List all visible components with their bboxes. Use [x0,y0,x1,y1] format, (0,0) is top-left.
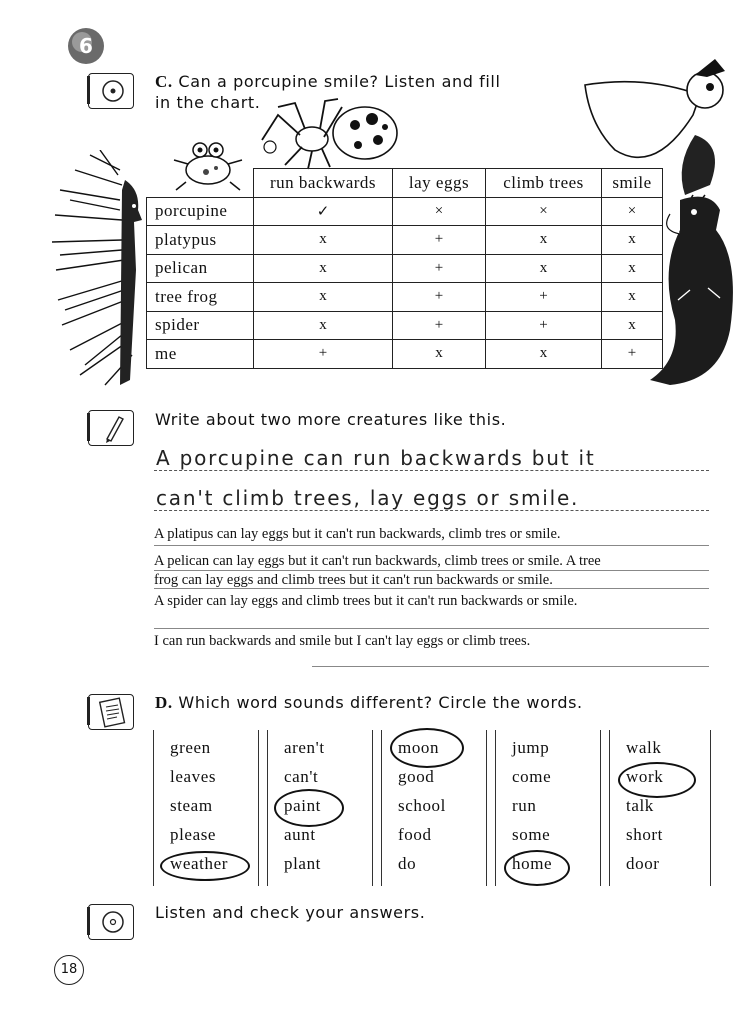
word-item[interactable]: come [512,767,552,786]
section-c-instruction-2: in the chart. [155,93,261,112]
chart-corner [147,169,254,198]
answer-circle [390,728,464,768]
word-item[interactable]: door [626,854,660,873]
chart-row-label: platypus [147,226,254,255]
answer-circle [504,850,570,886]
example-line-1: A porcupine can run backwards but it [156,446,596,470]
word-item[interactable]: leaves [170,767,217,786]
page-number: 18 [60,962,78,977]
chart-cell[interactable]: + [254,340,393,369]
word-item[interactable]: talk [626,796,654,815]
listen-check-text: Listen and check your answers. [155,903,426,922]
platypus-illustration-icon [650,190,750,390]
word-item-circled[interactable]: paint [284,796,321,815]
chart-col-header: smile [602,169,663,198]
chart-cell[interactable]: + [393,226,486,255]
chart-cell[interactable]: x [602,254,663,283]
example-line-2: can't climb trees, lay eggs or smile. [156,486,580,510]
word-item[interactable]: green [170,738,211,757]
chart-cell[interactable]: x [602,283,663,312]
unit-badge [66,26,106,66]
chart-cell[interactable]: x [602,226,663,255]
chart-row-label: spider [147,311,254,340]
chart-row-label: tree frog [147,283,254,312]
writing-line [154,510,709,511]
chart-cell[interactable]: + [393,311,486,340]
word-item[interactable]: can't [284,767,319,786]
chart-cell[interactable]: x [602,311,663,340]
writing-line [154,545,709,546]
chart-row [147,283,663,312]
chart-cell[interactable]: x [254,311,393,340]
word-item[interactable]: jump [512,738,550,757]
chart-row [147,340,663,369]
writing-line [154,470,709,471]
write-instruction: Write about two more creatures like this. [155,410,507,429]
chart-cell[interactable]: + [486,311,602,340]
word-item[interactable]: steam [170,796,213,815]
word-item[interactable]: short [626,825,663,844]
word-item-circled[interactable]: moon [398,738,440,757]
chart-cell[interactable]: + [486,283,602,312]
chart-col-header: lay eggs [393,169,486,198]
chart-row [147,311,663,340]
unit-number: 6 [79,34,93,58]
chart-cell[interactable]: x [254,254,393,283]
chart-cell[interactable]: x [486,254,602,283]
answer-circle [274,789,344,827]
cd-audio-icon [88,73,134,109]
word-item-circled[interactable]: home [512,854,553,873]
chart-header-row [147,169,663,198]
chart-cell[interactable]: + [602,340,663,369]
word-item[interactable]: food [398,825,432,844]
abilities-chart [146,168,663,369]
chart-row-label: porcupine [147,197,254,226]
chart-row-label: me [147,340,254,369]
porcupine-illustration-icon [50,150,150,390]
chart-cell[interactable]: x [254,283,393,312]
chart-cell[interactable]: x [254,226,393,255]
chart-cell[interactable]: × [486,197,602,226]
section-c-letter: C. [155,72,173,91]
word-item[interactable]: run [512,796,537,815]
answer-line-4[interactable]: A spider can lay eggs and climb trees but it can't run backwards or smile. [154,593,578,609]
chart-cell[interactable]: × [393,197,486,226]
word-item[interactable]: some [512,825,551,844]
word-item[interactable]: please [170,825,217,844]
chart-cell[interactable]: + [393,283,486,312]
answer-line-5[interactable]: I can run backwards and smile but I can't lay eggs or climb trees. [154,633,531,649]
chart-cell[interactable]: ✓ [254,197,393,226]
word-item[interactable]: aunt [284,825,316,844]
pencil-write-icon [88,410,134,446]
notebook-icon [88,694,134,730]
answer-line-2[interactable]: A pelican can lay eggs but it can't run backwards, climb trees or smile. A tree [154,553,601,569]
chart-cell[interactable]: × [602,197,663,226]
chart-col-header: climb trees [486,169,602,198]
answer-circle [618,762,696,798]
section-d-letter: D. [155,693,173,712]
word-item[interactable]: aren't [284,738,325,757]
chart-cell[interactable]: x [486,226,602,255]
answer-line-3[interactable]: frog can lay eggs and climb trees but it can't run backwards or smile. [154,572,553,588]
writing-line [154,628,709,629]
word-item-circled[interactable]: weather [170,854,228,873]
chart-cell[interactable]: x [486,340,602,369]
chart-row [147,254,663,283]
chart-row-label: pelican [147,254,254,283]
chart-row [147,197,663,226]
spider-illustration-icon [250,95,410,170]
answer-line-1[interactable]: A platipus can lay eggs but it can't run backwards, climb tres or smile. [154,526,561,542]
word-item[interactable]: do [398,854,417,873]
writing-line [312,666,709,667]
writing-line [154,588,709,589]
word-item[interactable]: walk [626,738,662,757]
unit-badge-icon [66,26,106,66]
word-item[interactable]: school [398,796,446,815]
section-d-heading [155,693,583,713]
chart-cell[interactable]: + [393,254,486,283]
word-item[interactable]: good [398,767,435,786]
page-number-badge [54,955,84,985]
chart-cell[interactable]: x [393,340,486,369]
word-item-circled[interactable]: work [626,767,664,786]
section-d-instruction: Which word sounds different? Circle the words. [178,693,583,712]
writing-line [154,570,709,571]
section-c-instruction-1: Can a porcupine smile? Listen and fill [178,72,501,91]
word-item[interactable]: plant [284,854,321,873]
answer-circle [160,851,250,881]
cd-audio-icon [88,904,134,940]
chart-row [147,226,663,255]
chart-col-header: run backwards [254,169,393,198]
